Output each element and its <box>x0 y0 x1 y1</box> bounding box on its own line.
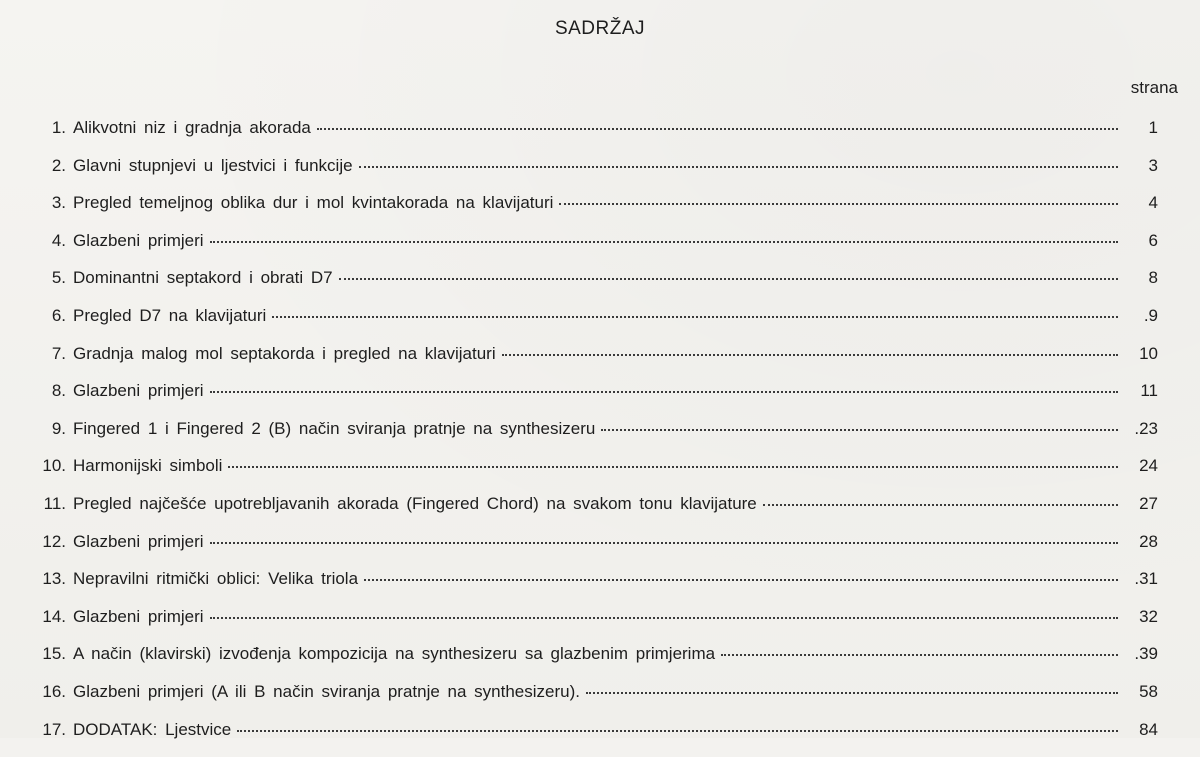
toc-entry-title: Glazbeni primjeri <box>73 607 204 627</box>
toc-leader-dots <box>210 241 1118 243</box>
toc-entry-page: 11 <box>1124 381 1158 401</box>
toc-entry-title: Alikvotni niz i gradnja akorada <box>73 118 311 138</box>
toc-entry-number: 14. <box>20 607 73 627</box>
toc-entry-page: 3 <box>1124 156 1158 176</box>
toc-entry-number: 4. <box>20 231 73 251</box>
toc-entry-title: Nepravilni ritmički oblici: Velika triola <box>73 569 358 589</box>
toc-entry-number: 6. <box>20 306 73 326</box>
toc-entry[interactable] <box>20 381 1158 419</box>
toc-entry[interactable] <box>20 607 1158 645</box>
toc-entry-title: Glazbeni primjeri (A ili B način sviranja pratnje na synthesizeru). <box>73 682 580 702</box>
toc-entry-title: DODATAK: Ljestvice <box>73 720 231 740</box>
toc-entry[interactable] <box>20 456 1158 494</box>
toc-entry-number: 11. <box>20 494 73 514</box>
toc-entry-title: Pregled najčešće upotrebljavanih akorada (Fingered Chord) na svakom tonu klavijature <box>73 494 757 514</box>
toc-entry[interactable] <box>20 569 1158 607</box>
toc-leader-dots <box>317 128 1118 130</box>
toc-entry-page: 32 <box>1124 607 1158 627</box>
toc-entry-page: .39 <box>1124 644 1158 664</box>
toc-entry-title: Glazbeni primjeri <box>73 532 204 552</box>
toc-leader-dots <box>228 466 1118 468</box>
toc-entry-title: Gradnja malog mol septakorda i pregled na klavijaturi <box>73 344 496 364</box>
page-title: SADRŽAJ <box>0 18 1200 40</box>
toc-leader-dots <box>359 166 1118 168</box>
toc-entry-page: 4 <box>1124 193 1158 213</box>
toc-entry-title: Dominantni septakord i obrati D7 <box>73 268 333 288</box>
toc-leader-dots <box>601 429 1118 431</box>
toc-entry-number: 13. <box>20 569 73 589</box>
toc-entry-number: 5. <box>20 268 73 288</box>
toc-entry-number: 3. <box>20 193 73 213</box>
toc-entry-page: 10 <box>1124 344 1158 364</box>
toc-entry-number: 9. <box>20 419 73 439</box>
toc-leader-dots <box>210 542 1118 544</box>
toc-leader-dots <box>210 617 1118 619</box>
toc-entry-title: Glazbeni primjeri <box>73 231 204 251</box>
toc-entry[interactable] <box>20 532 1158 570</box>
toc-leader-dots <box>586 692 1118 694</box>
toc-leader-dots <box>237 730 1118 732</box>
toc-entry-page: 1 <box>1124 118 1158 138</box>
toc-leader-dots <box>721 654 1118 656</box>
toc-entry-number: 7. <box>20 344 73 364</box>
toc-entry[interactable] <box>20 193 1158 231</box>
toc-entry-number: 8. <box>20 381 73 401</box>
toc-entry-page: 24 <box>1124 456 1158 476</box>
toc-entry-number: 1. <box>20 118 73 138</box>
table-of-contents <box>20 118 1158 757</box>
toc-leader-dots <box>272 316 1118 318</box>
toc-leader-dots <box>763 504 1118 506</box>
toc-entry-page: 84 <box>1124 720 1158 740</box>
toc-entry-title: Fingered 1 i Fingered 2 (B) način sviranja pratnje na synthesizeru <box>73 419 595 439</box>
toc-entry-title: A način (klavirski) izvođenja kompozicija na synthesizeru sa glazbenim primjerima <box>73 644 715 664</box>
toc-entry[interactable] <box>20 306 1158 344</box>
toc-entry-title: Pregled temeljnog oblika dur i mol kvintakorada na klavijaturi <box>73 193 553 213</box>
toc-entry-title: Glavni stupnjevi u ljestvici i funkcije <box>73 156 353 176</box>
toc-leader-dots <box>210 391 1118 393</box>
toc-entry-page: 58 <box>1124 682 1158 702</box>
toc-entry-page: .31 <box>1124 569 1158 589</box>
toc-entry-number: 2. <box>20 156 73 176</box>
toc-entry-number: 16. <box>20 682 73 702</box>
toc-leader-dots <box>364 579 1118 581</box>
toc-entry-title: Glazbeni primjeri <box>73 381 204 401</box>
toc-entry-title: Pregled D7 na klavijaturi <box>73 306 266 326</box>
toc-entry[interactable] <box>20 720 1158 757</box>
toc-entry-page: .9 <box>1124 306 1158 326</box>
toc-entry-page: 6 <box>1124 231 1158 251</box>
toc-entry[interactable] <box>20 682 1158 720</box>
toc-leader-dots <box>502 354 1118 356</box>
toc-entry-page: .23 <box>1124 419 1158 439</box>
toc-leader-dots <box>559 203 1118 205</box>
page-column-label: strana <box>1131 78 1178 98</box>
toc-entry-title: Harmonijski simboli <box>73 456 222 476</box>
toc-entry[interactable] <box>20 118 1158 156</box>
toc-entry[interactable] <box>20 344 1158 382</box>
toc-entry[interactable] <box>20 494 1158 532</box>
toc-entry[interactable] <box>20 231 1158 269</box>
toc-entry-number: 10. <box>20 456 73 476</box>
toc-entry[interactable] <box>20 268 1158 306</box>
toc-entry-number: 12. <box>20 532 73 552</box>
toc-entry[interactable] <box>20 156 1158 194</box>
toc-entry[interactable] <box>20 644 1158 682</box>
toc-entry-number: 17. <box>20 720 73 740</box>
toc-entry[interactable] <box>20 419 1158 457</box>
toc-entry-page: 28 <box>1124 532 1158 552</box>
toc-entry-number: 15. <box>20 644 73 664</box>
toc-entry-page: 8 <box>1124 268 1158 288</box>
toc-leader-dots <box>339 278 1118 280</box>
toc-entry-page: 27 <box>1124 494 1158 514</box>
